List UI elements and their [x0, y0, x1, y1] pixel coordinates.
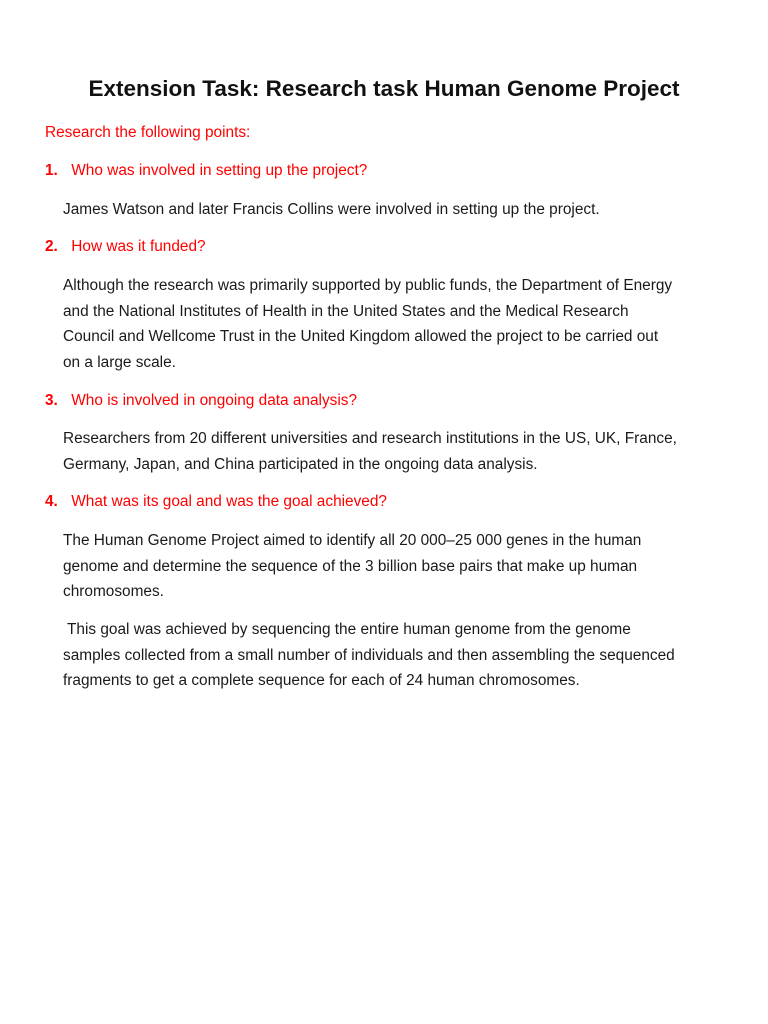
answer-line: Although the research was primarily supported by public funds, the Department of Energy: [63, 277, 673, 294]
answer-2: [63, 273, 723, 375]
question-number: 1.: [45, 162, 58, 179]
answer-line: samples collected from a small number of individuals and then assembling the sequenced: [63, 646, 675, 664]
question-2: [45, 236, 206, 258]
answer-line: chromosomes.: [63, 583, 164, 600]
answer-line: The Human Genome Project aimed to identify all 20 000–25 000 genes in the human: [63, 532, 642, 549]
page-title: Extension Task: Research task Human Genome Project: [88, 76, 680, 101]
question-text: What was its goal and was the goal achieved?: [71, 493, 387, 510]
answer-line: Germany, Japan, and China participated in the ongoing data analysis.: [63, 455, 538, 473]
answer-4-continued: [63, 617, 723, 694]
answer-line: This goal was achieved by sequencing the entire human genome from the genome: [63, 621, 631, 638]
answer-1: [63, 197, 723, 223]
answer-line: genome and determine the sequence of the 3 billion base pairs that make up human: [63, 557, 638, 575]
question-text: Who was involved in setting up the project?: [71, 162, 368, 179]
answer-line: on a large scale.: [63, 353, 176, 371]
answer-4: [63, 528, 723, 605]
question-number: 4.: [45, 493, 58, 510]
intro-text: Research the following points:: [45, 124, 251, 141]
question-4: [45, 491, 387, 513]
answer-line: Council and Wellcome Trust in the United Kingdom allowed the project to be carried out: [63, 328, 659, 345]
answer-line: James Watson and later Francis Collins were involved in setting up the project.: [63, 201, 600, 218]
answer-line: fragments to get a complete sequence for each of 24 human chromosomes.: [63, 672, 580, 689]
question-1: [45, 160, 367, 182]
question-text: Who is involved in ongoing data analysis?: [71, 392, 358, 409]
question-number: 2.: [45, 238, 58, 255]
answer-line: Researchers from 20 different universities and research institutions in the US, UK, France,: [63, 430, 677, 447]
question-number: 3.: [45, 392, 58, 409]
answer-3: [63, 426, 723, 477]
question-text: How was it funded?: [71, 238, 206, 255]
question-3: [45, 390, 357, 412]
answer-line: and the National Institutes of Health in the United States and the Medical Research: [63, 302, 629, 320]
